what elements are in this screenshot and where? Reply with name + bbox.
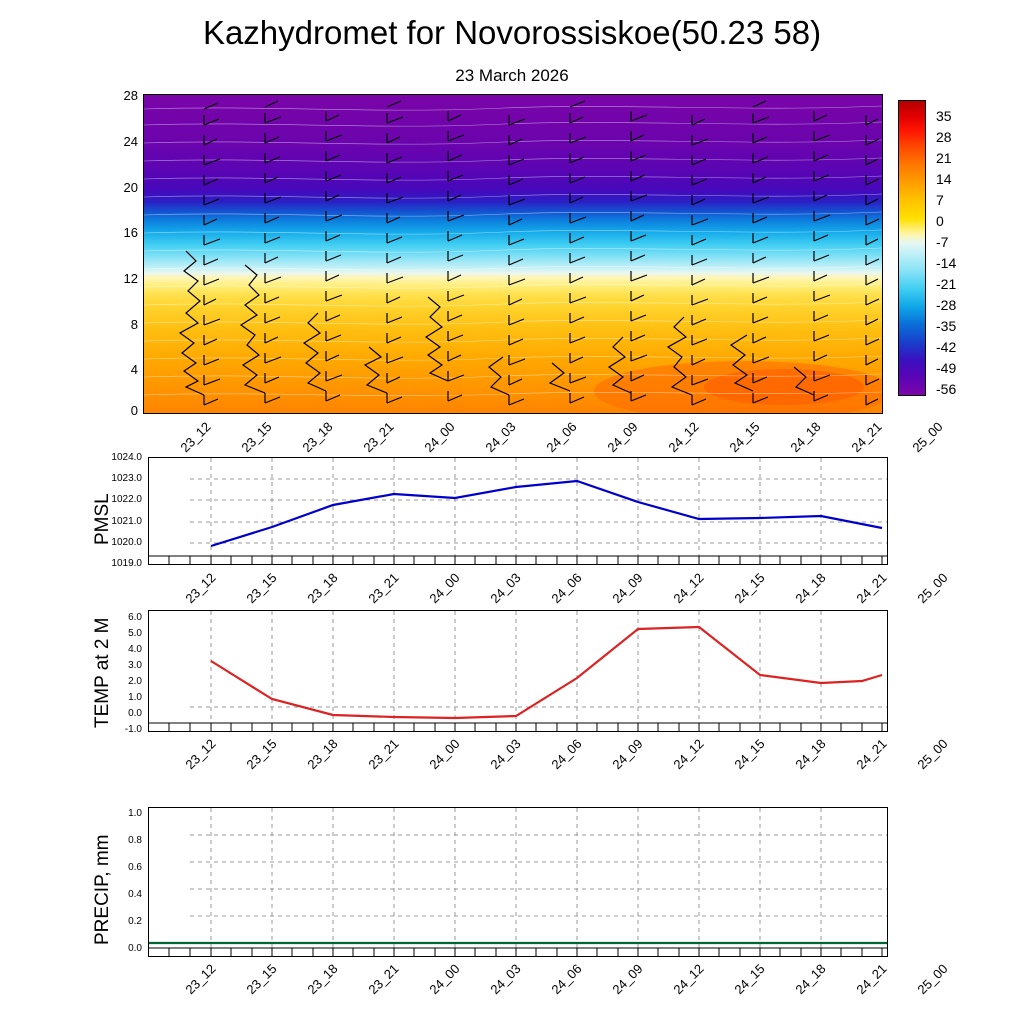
page-title: Kazhydromet for Novorossiskoe(50.23 58) [202,14,822,51]
pmsl-xtick: 23_12 [182,570,219,607]
precip-ytick: 0.8 [128,835,142,846]
pmsl-ytick: 1019.0 [111,558,142,569]
colorbar-tick: 14 [936,171,952,187]
precip-xtick: 24_12 [670,961,707,998]
sounding-xtick: 25_00 [909,419,946,456]
temp-xtick: 24_12 [670,736,707,773]
sounding-xtick: 23_21 [360,419,397,456]
colorbar-tick: 7 [936,192,944,208]
precip-ytick: 0.4 [128,889,142,900]
sounding-xtick: 23_15 [238,419,275,456]
sounding-xtick: 24_03 [482,419,519,456]
precip-xtick: 23_15 [243,961,280,998]
colorbar-tick: -42 [936,339,957,355]
sounding-ytick: 28 [123,88,138,103]
pmsl-ytick: 1020.0 [111,537,142,548]
precip-xtick: 23_12 [182,961,219,998]
precip-xtick: 23_21 [365,961,402,998]
temp-ytick: 6.0 [128,612,142,623]
pmsl-panel [148,457,888,565]
sounding-panel [143,94,883,414]
precip-plot [149,808,887,956]
temp-xtick: 24_18 [792,736,829,773]
precip-xtick: 24_00 [426,961,463,998]
temp-xtick: 25_00 [914,736,951,773]
temp-xtick: 24_15 [731,736,768,773]
sounding-xtick: 24_12 [665,419,702,456]
temp-xtick: 23_12 [182,736,219,773]
precip-xtick: 24_03 [487,961,524,998]
temp-panel [148,610,888,732]
precip-xtick: 24_15 [731,961,768,998]
precip-xtick: 24_21 [853,961,890,998]
precip-ytick: 0.0 [128,943,142,954]
precip-ytick: 1.0 [128,808,142,819]
sounding-plot [144,95,882,413]
temp-xtick: 23_15 [243,736,280,773]
page-subtitle: 23 March 2026 [455,66,569,85]
pmsl-xtick: 23_15 [243,570,280,607]
colorbar-tick: 28 [936,129,952,145]
precip-panel [148,807,888,957]
sounding-xtick: 24_15 [726,419,763,456]
sounding-ytick: 20 [123,180,138,195]
pmsl-xtick: 24_00 [426,570,463,607]
temp-xtick: 24_06 [548,736,585,773]
pmsl-ytick: 1024.0 [111,452,142,463]
pmsl-xtick: 24_06 [548,570,585,607]
sounding-xtick: 24_21 [848,419,885,456]
temp-axis-label: TEMP at 2 M [92,617,113,728]
precip-xtick: 23_18 [304,961,341,998]
sounding-xtick: 23_12 [177,419,214,456]
sounding-xtick: 24_09 [604,419,641,456]
temp-ytick: 5.0 [128,628,142,639]
colorbar-tick: 21 [936,150,952,166]
sounding-ytick: 16 [123,225,138,240]
temp-xtick: 24_00 [426,736,463,773]
temp-plot [149,611,887,731]
sounding-xtick: 24_18 [787,419,824,456]
pmsl-xtick: 24_03 [487,570,524,607]
precip-xtick: 24_18 [792,961,829,998]
temp-xtick: 23_21 [365,736,402,773]
sounding-ytick: 0 [130,403,138,418]
pmsl-xtick: 24_09 [609,570,646,607]
temp-ytick: 3.0 [128,660,142,671]
pmsl-xtick: 24_21 [853,570,890,607]
pmsl-ytick: 1022.0 [111,494,142,505]
temp-xtick: 24_21 [853,736,890,773]
colorbar-tick: -7 [936,234,949,250]
sounding-ytick: 4 [130,362,138,377]
pmsl-plot [149,458,887,564]
pmsl-xtick: 23_21 [365,570,402,607]
colorbar-tick: -28 [936,297,957,313]
pmsl-xtick: 25_00 [914,570,951,607]
sounding-ytick: 24 [123,134,138,149]
temp-xtick: 24_03 [487,736,524,773]
precip-xtick: 24_09 [609,961,646,998]
pmsl-xtick: 23_18 [304,570,341,607]
pmsl-ytick: 1023.0 [111,473,142,484]
temp-ytick: 4.0 [128,644,142,655]
precip-xtick: 24_06 [548,961,585,998]
pmsl-xtick: 24_18 [792,570,829,607]
colorbar-tick: -35 [936,318,957,334]
precip-ytick: 0.6 [128,862,142,873]
colorbar-tick: 0 [936,213,944,229]
pmsl-xtick: 24_15 [731,570,768,607]
pmsl-xtick: 24_12 [670,570,707,607]
precip-xtick: 25_00 [914,961,951,998]
temp-ytick: -1.0 [124,724,142,735]
pmsl-axis-label: PMSL [92,493,113,545]
colorbar-tick: -49 [936,360,957,376]
colorbar-tick: -21 [936,276,957,292]
sounding-ytick: 12 [123,271,138,286]
temp-ytick: 2.0 [128,676,142,687]
colorbar-tick: -56 [936,381,957,397]
temp-ytick: 1.0 [128,692,142,703]
sounding-xtick: 24_06 [543,419,580,456]
sounding-xtick: 23_18 [299,419,336,456]
precip-ytick: 0.2 [128,916,142,927]
colorbar [898,100,926,396]
temp-ytick: 0.0 [128,708,142,719]
pmsl-ytick: 1021.0 [111,516,142,527]
colorbar-tick: -14 [936,255,957,271]
sounding-ytick: 8 [130,317,138,332]
temp-xtick: 24_09 [609,736,646,773]
colorbar-tick: 35 [936,108,952,124]
sounding-xtick: 24_00 [421,419,458,456]
precip-axis-label: PRECIP, mm [92,834,113,945]
temp-xtick: 23_18 [304,736,341,773]
